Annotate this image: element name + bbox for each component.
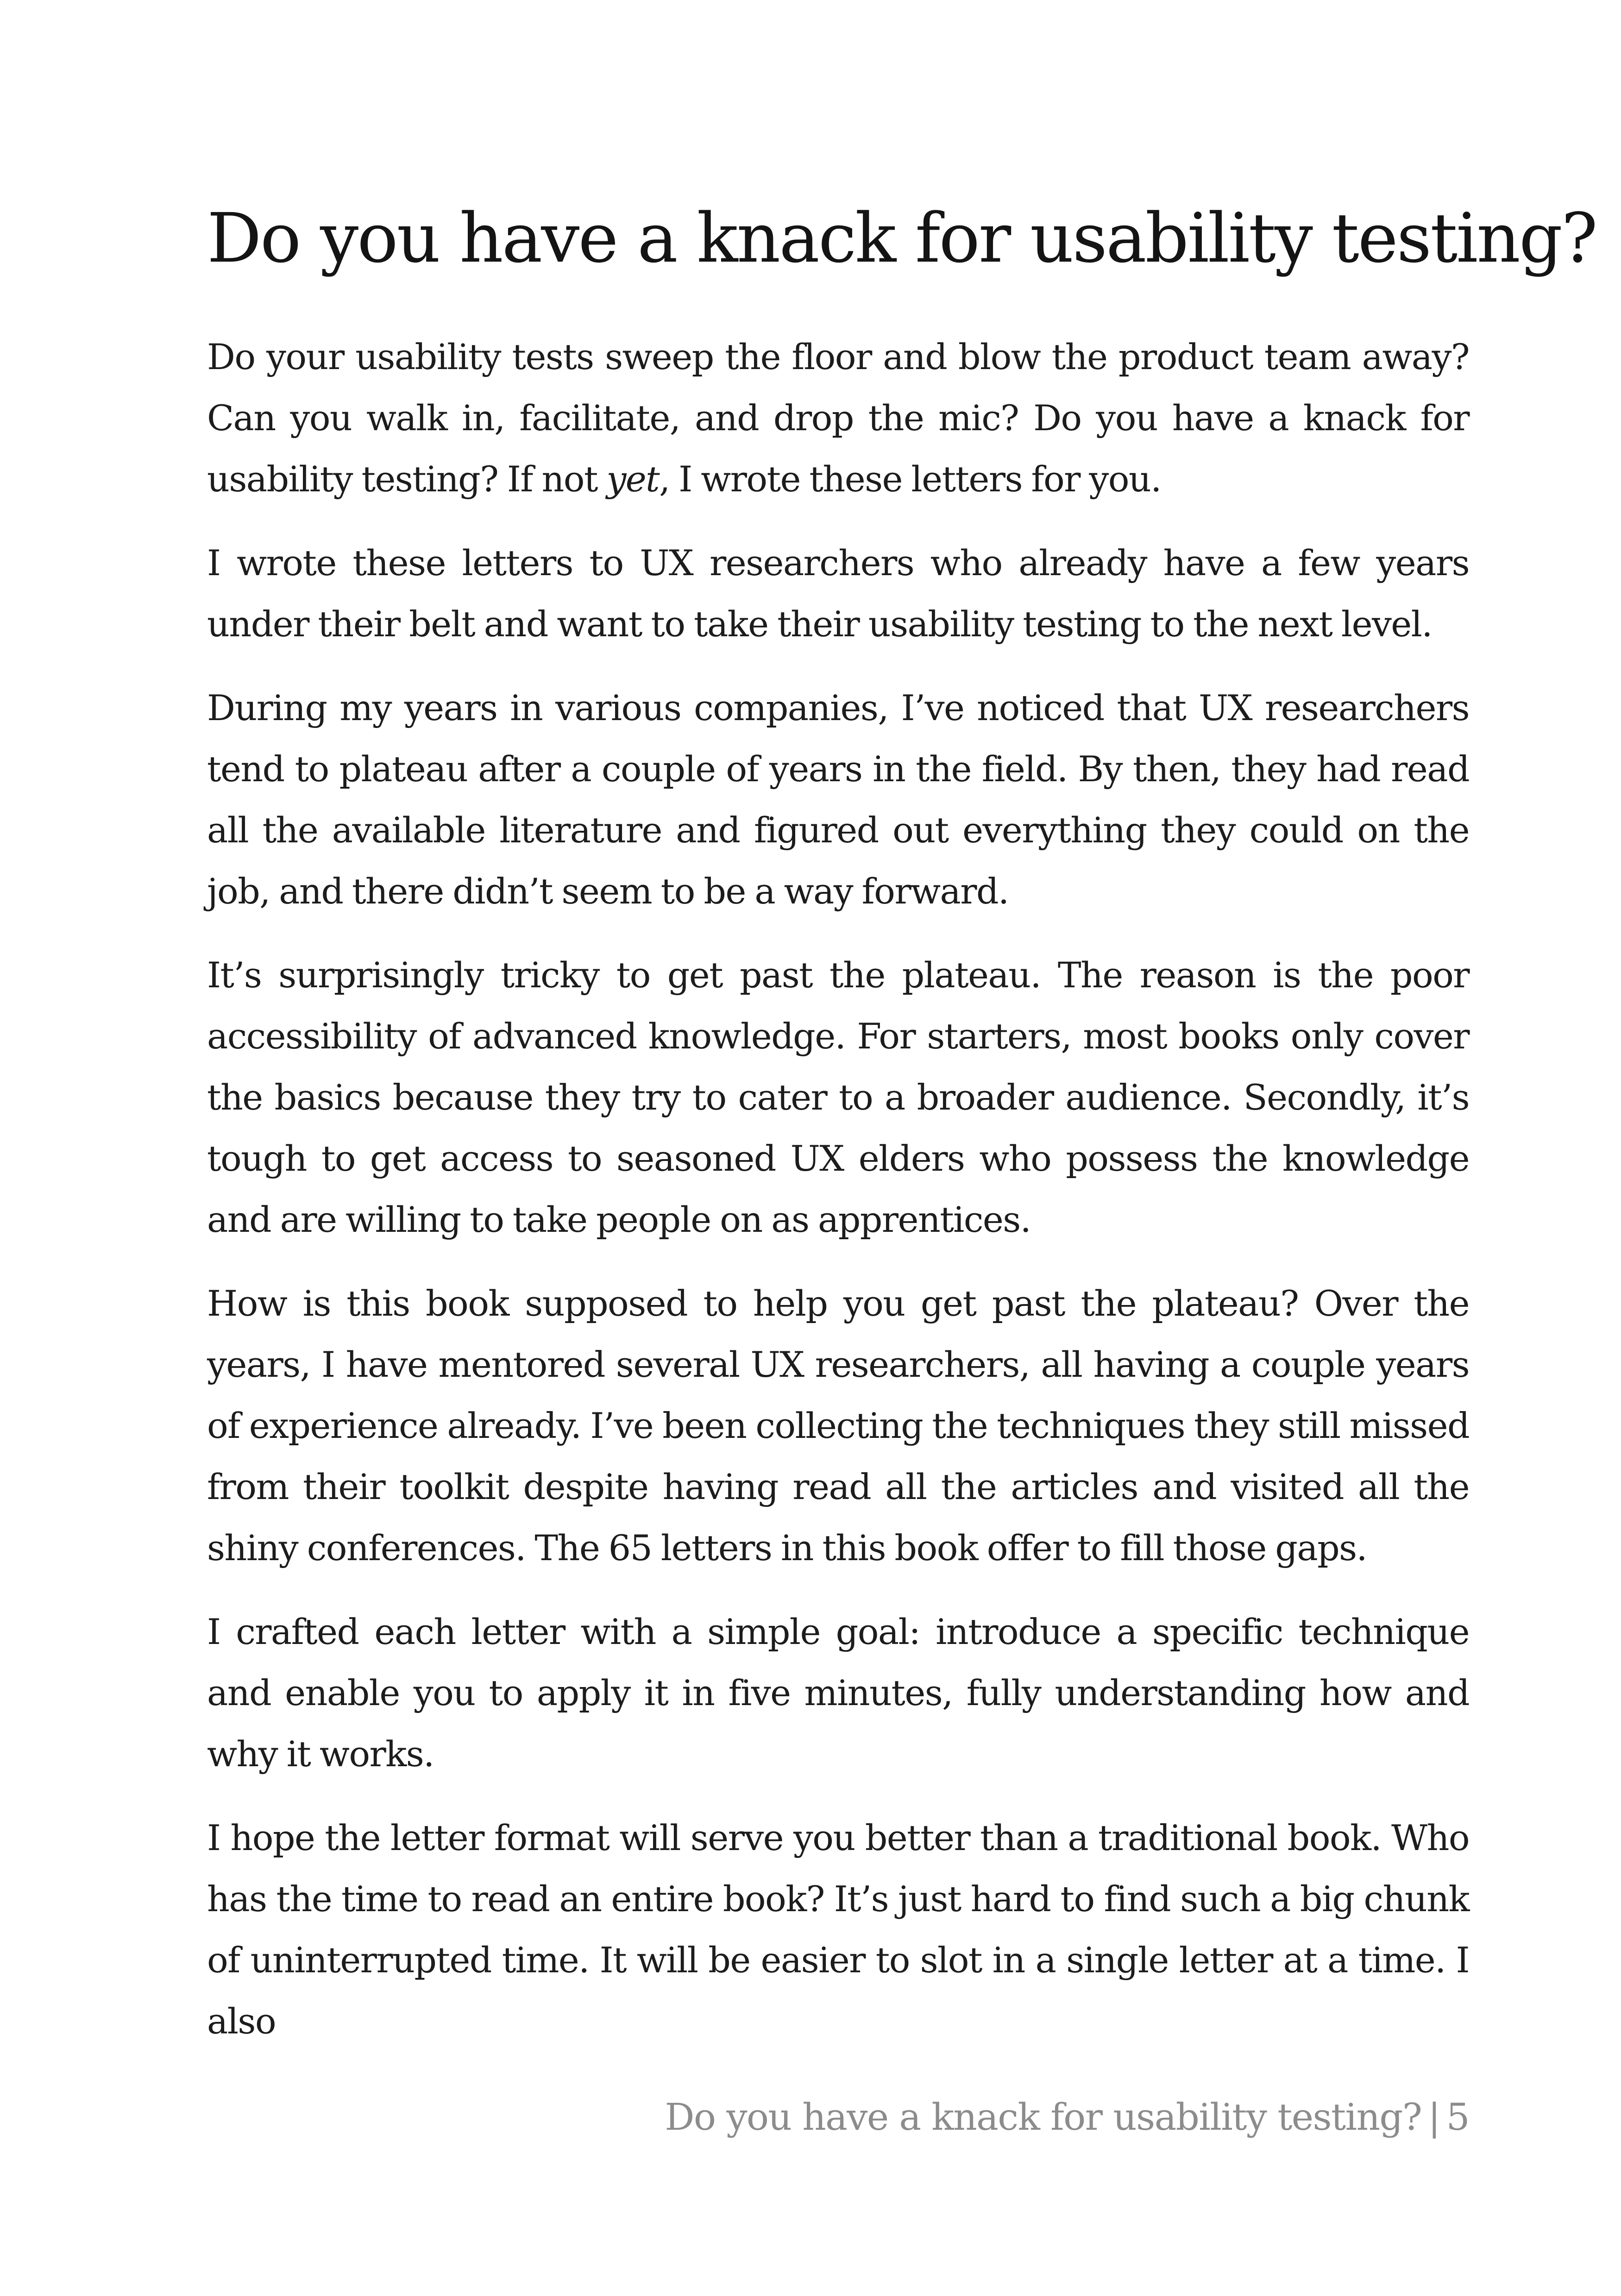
paragraph-4: It’s surprisingly tricky to get past the plateau. The reason is the poor accessibility of advanced knowledge. For starters, most books only cover the basics because they try to cater to a broader audience. Secondly, it’s tough to get access to seasoned UX elders who possess the knowledge and are willing to take people on as apprentices.: [207, 954, 1469, 1240]
body-text: [207, 326, 1469, 2075]
page-footer: [665, 2089, 1469, 2145]
paragraph-1: [207, 326, 1469, 510]
page-number: 5: [1446, 2095, 1469, 2139]
paragraph-1-end: , I wrote these letters for you.: [659, 458, 1161, 500]
paragraph-6: I crafted each letter with a simple goal: introduce a specific technique and enable you to apply it in five minutes, fully understanding how and why it works.: [207, 1611, 1469, 1775]
paragraph-7: I hope the letter format will serve you better than a traditional book. Who has the time to read an entire book? It’s just hard to find such a big chunk of uninterrupted time. It will be easier to slot in a single letter at a time. I also: [207, 1817, 1469, 2042]
page-title: Do you have a knack for usability testing?: [207, 199, 1596, 278]
footer-running-title: Do you have a knack for usability testing?: [665, 2095, 1422, 2139]
footer-separator: |: [1428, 2095, 1440, 2139]
paragraph-1-start: Do your usability tests sweep the floor and blow the product team away? Can you walk in, facilitate, and drop the mic? Do you have a knack for usability testing? If not: [207, 336, 1469, 500]
paragraph-2: I wrote these letters to UX researchers who already have a few years under their belt and want to take their usability testing to the next level.: [207, 542, 1469, 645]
paragraph-1-emphasis: yet: [606, 458, 660, 500]
paragraph-3: During my years in various companies, I’ve noticed that UX researchers tend to plateau after a couple of years in the field. By then, they had read all the available literature and figured out everything they could on the job, and there didn’t seem to be a way forward.: [207, 687, 1469, 912]
paragraph-5: How is this book supposed to help you get past the plateau? Over the years, I have mentored several UX researchers, all having a couple years of experience already. I’ve been collecting the techniques they still missed from their toolkit despite having read all the articles and visited all the shiny conferences. The 65 letters in this book offer to fill those gaps.: [207, 1283, 1469, 1568]
